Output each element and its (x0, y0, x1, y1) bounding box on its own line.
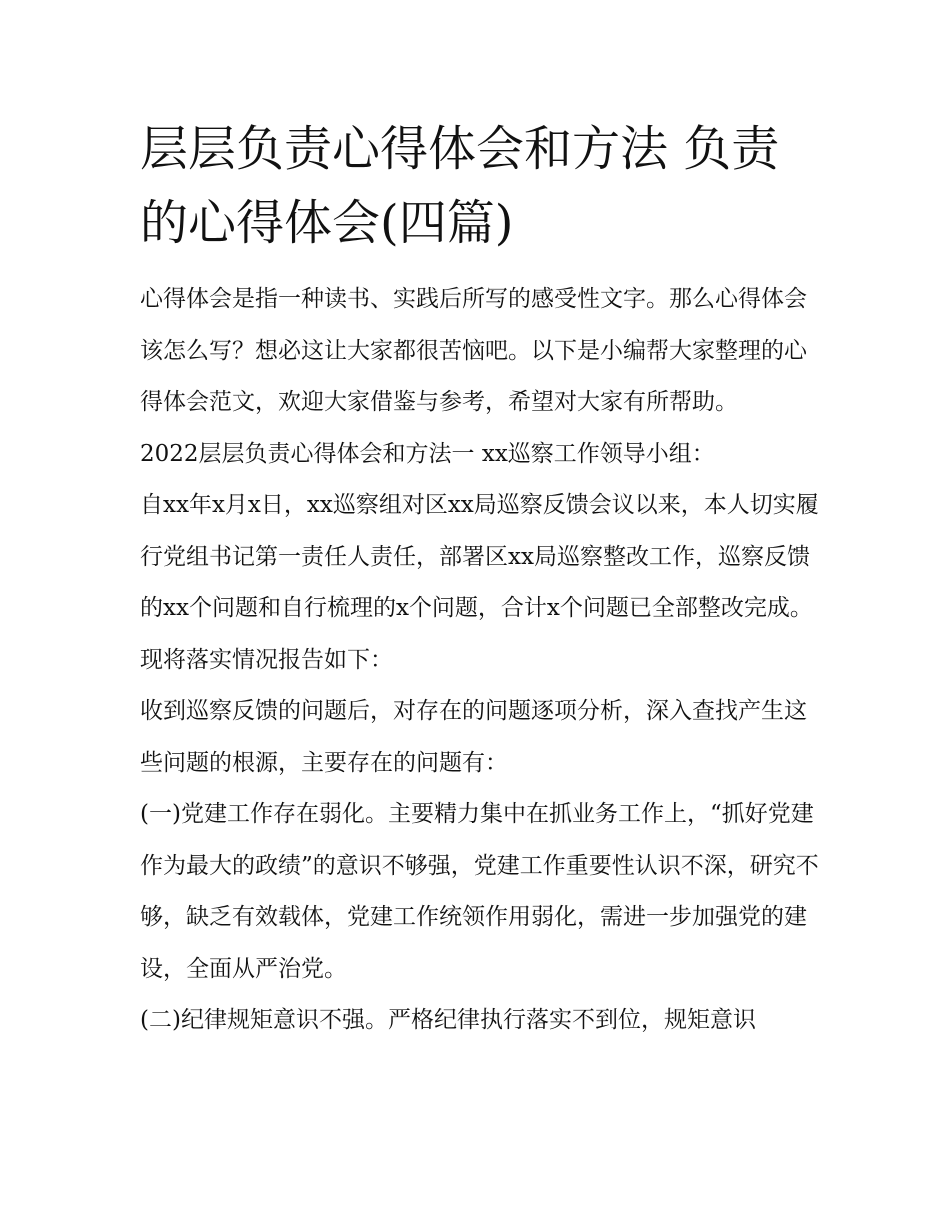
paragraph-item-2: (二)纪律规矩意识不强。严格纪律执行落实不到位，规矩意识 (140, 1007, 756, 1033)
document-title: 层层负责心得体会和方法 负责的心得体会(四篇) (140, 121, 780, 251)
paragraph-heading: 2022层层负责心得体会和方法一 xx巡察工作领导小组： (140, 440, 715, 467)
paragraph-item-1: (一)党建工作存在弱化。主要精力集中在抓业务工作上，“抓好党建作为最大的政绩”的意识不够强，党建工作重要性认识不深，研究不够，缺乏有效载体，党建工作统领作用弱化，需进一步加强党的建设，全面从严治党。 (140, 801, 819, 982)
paragraph-report: 自xx年x月x日，xx巡察组对区xx局巡察反馈会议以来，本人切实履行党组书记第一责任人责任，部署区xx局巡察整改工作，巡察反馈的xx个问题和自行梳理的x个问题，合计x个问题已全部整改完成。现将落实情况报告如下： (140, 492, 819, 673)
document-body (140, 274, 820, 1047)
paragraph-intro: 心得体会是指一种读书、实践后所写的感受性文字。那么心得体会该怎么写？想必这让大家都很苦恼吧。以下是小编帮大家整理的心得体会范文，欢迎大家借鉴与参考，希望对大家有所帮助。 (140, 286, 807, 415)
paragraph-problems: 收到巡察反馈的问题后，对存在的问题逐项分析，深入查找产生这些问题的根源，主要存在的问题有： (140, 698, 807, 776)
